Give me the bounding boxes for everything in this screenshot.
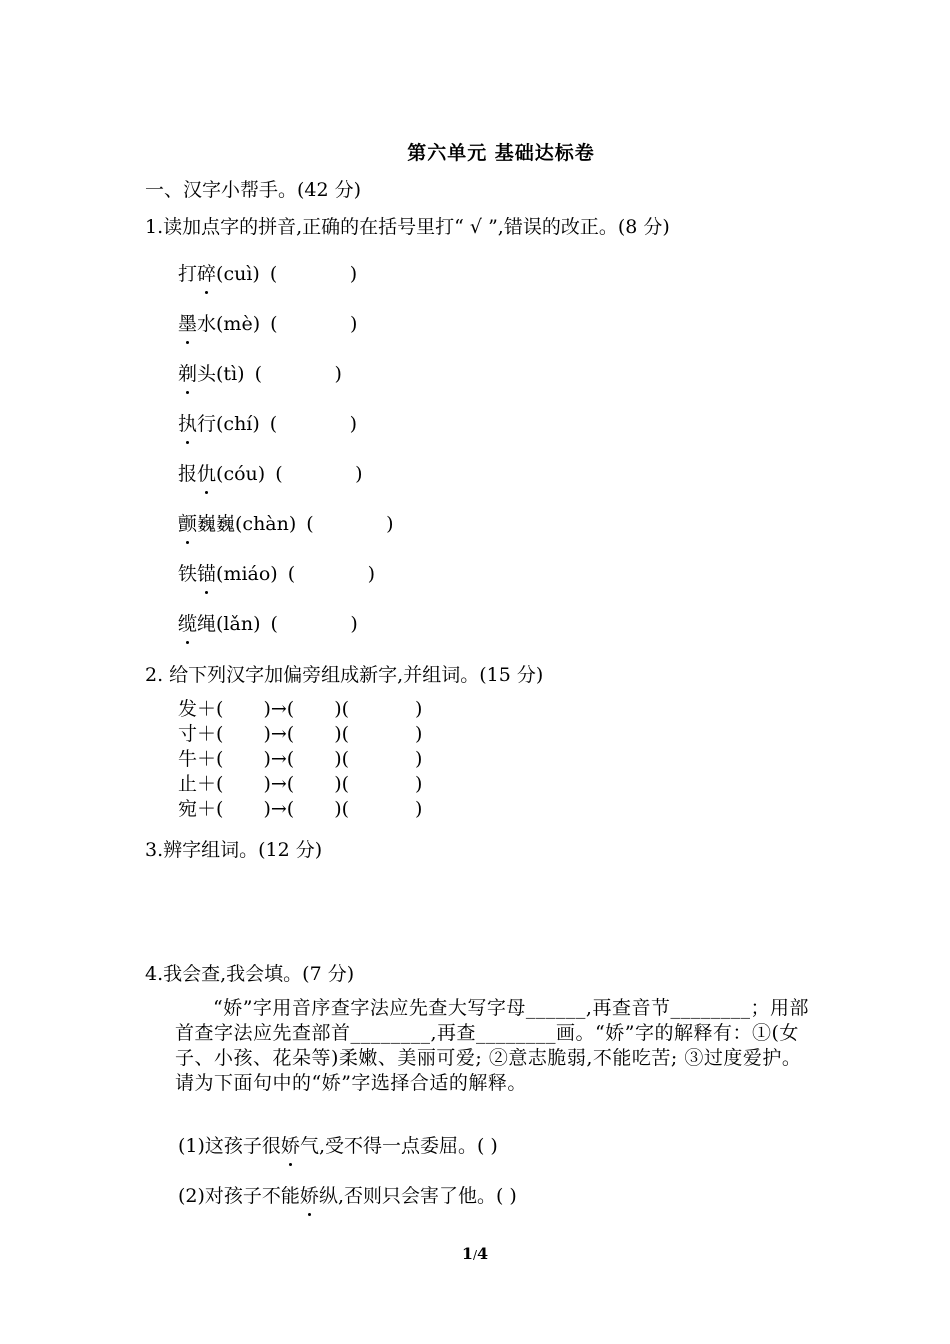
radical-row xyxy=(178,697,422,722)
page-footer xyxy=(0,1244,950,1263)
sentence-1-post: 气,受不得一点委屈。( ) xyxy=(299,1135,498,1157)
item-suffix: 巍巍(chàn) xyxy=(197,513,297,535)
question-4-sentence-1 xyxy=(178,1131,498,1158)
page-total: 4 xyxy=(477,1244,489,1263)
item-dotted-char: 墨 xyxy=(178,309,197,336)
sentence-2-post: 纵,否则只会害了他。( ) xyxy=(318,1185,517,1207)
radical-plus-open[interactable]: ＋( xyxy=(197,748,224,770)
question-1-prompt: 1.读加点字的拼音,正确的在括号里打“ √ ”,错误的改正。(8 分) xyxy=(145,216,670,238)
radical-base-char: 宛 xyxy=(178,798,198,820)
item-suffix: (cóu) xyxy=(216,463,266,485)
radical-word-close[interactable]: ) xyxy=(415,723,423,745)
radical-new-char-close[interactable]: )( xyxy=(334,798,350,820)
radical-word-close[interactable]: ) xyxy=(415,798,423,820)
pinyin-item xyxy=(178,509,394,536)
question-4-paragraph xyxy=(175,996,815,1096)
item-suffix: (miáo) xyxy=(216,563,278,585)
radical-new-char-close[interactable]: )( xyxy=(334,748,350,770)
radical-row xyxy=(178,772,422,797)
answer-blank[interactable]: ( ) xyxy=(270,313,358,335)
question-3-prompt: 3.辨字组词。(12 分) xyxy=(145,839,323,861)
item-prefix: 报 xyxy=(178,463,198,485)
question-4-prompt: 4.我会查,我会填。(7 分) xyxy=(145,963,355,985)
paragraph-text: “娇”字用音序查字法应先查大写字母______,再查音节________；用部首查字法应先查部首________,再查________画。“娇”字的解释有：①(女子、小孩、花朵等)柔嫩、美丽可爱; ②意志脆弱,不能吃苦; ③过度爱护。请为下面句中的“娇”字选择合适的解释。 xyxy=(175,997,809,1094)
item-suffix: 水(mè) xyxy=(197,313,261,335)
radical-plus-open[interactable]: ＋( xyxy=(197,698,224,720)
item-prefix: 铁 xyxy=(178,563,198,585)
item-prefix: 打 xyxy=(178,263,198,285)
radical-plus-open[interactable]: ＋( xyxy=(197,723,224,745)
item-suffix: 绳(lǎn) xyxy=(197,613,261,635)
item-dotted-char: 执 xyxy=(178,409,197,436)
answer-blank[interactable]: ( ) xyxy=(306,513,394,535)
answer-blank[interactable]: ( ) xyxy=(269,263,358,285)
radical-arrow[interactable]: )→( xyxy=(263,773,295,795)
page-number: 1 xyxy=(461,1244,473,1263)
radical-base-char: 寸 xyxy=(178,723,198,745)
radical-word-close[interactable]: ) xyxy=(415,773,423,795)
item-dotted-char: 碎 xyxy=(197,259,216,286)
answer-blank[interactable]: ( ) xyxy=(275,463,363,485)
radical-base-char: 牛 xyxy=(178,748,198,770)
answer-blank[interactable]: ( ) xyxy=(287,563,376,585)
answer-blank[interactable]: ( ) xyxy=(254,363,342,385)
pinyin-item xyxy=(178,559,375,586)
radical-new-char-close[interactable]: )( xyxy=(334,698,350,720)
radical-plus-open[interactable]: ＋( xyxy=(197,798,224,820)
pinyin-item xyxy=(178,309,357,336)
page-separator: / xyxy=(472,1248,478,1262)
radical-row xyxy=(178,747,422,772)
answer-blank[interactable]: ( ) xyxy=(270,613,358,635)
radical-arrow[interactable]: )→( xyxy=(263,748,295,770)
sentence-1-pre: (1)这孩子很 xyxy=(178,1135,281,1157)
item-suffix: 行(chí) xyxy=(197,413,260,435)
answer-blank[interactable]: ( ) xyxy=(269,413,358,435)
radical-base-char: 发 xyxy=(178,698,198,720)
sentence-1-dotted-char: 娇 xyxy=(281,1131,300,1158)
item-dotted-char: 缆 xyxy=(178,609,197,636)
radical-arrow[interactable]: )→( xyxy=(263,798,295,820)
item-dotted-char: 锚 xyxy=(197,559,216,586)
sentence-2-dotted-char: 娇 xyxy=(300,1181,319,1208)
question-2-prompt: 2. 给下列汉字加偏旁组成新字,并组词。(15 分) xyxy=(145,664,544,686)
item-dotted-char: 颤 xyxy=(178,509,197,536)
radical-word-close[interactable]: ) xyxy=(415,748,423,770)
sentence-2-pre: (2)对孩子不能 xyxy=(178,1185,300,1207)
radical-new-char-close[interactable]: )( xyxy=(334,773,350,795)
radical-arrow[interactable]: )→( xyxy=(263,723,295,745)
radical-new-char-close[interactable]: )( xyxy=(334,723,350,745)
pinyin-item xyxy=(178,259,357,286)
item-dotted-char: 仇 xyxy=(197,459,216,486)
item-suffix: (cuì) xyxy=(216,263,260,285)
pinyin-item xyxy=(178,609,358,636)
radical-word-close[interactable]: ) xyxy=(415,698,423,720)
page-title: 第六单元 基础达标卷 xyxy=(407,142,595,164)
pinyin-item xyxy=(178,459,363,486)
pinyin-item xyxy=(178,409,357,436)
section-heading: 一、汉字小帮手。(42 分) xyxy=(145,179,362,201)
question-4-sentence-2 xyxy=(178,1181,517,1208)
radical-row xyxy=(178,722,422,747)
item-dotted-char: 剃 xyxy=(178,359,197,386)
radical-arrow[interactable]: )→( xyxy=(263,698,295,720)
radical-plus-open[interactable]: ＋( xyxy=(197,773,224,795)
item-suffix: 头(tì) xyxy=(197,363,245,385)
pinyin-item xyxy=(178,359,342,386)
radical-row xyxy=(178,797,422,822)
radical-base-char: 止 xyxy=(178,773,198,795)
